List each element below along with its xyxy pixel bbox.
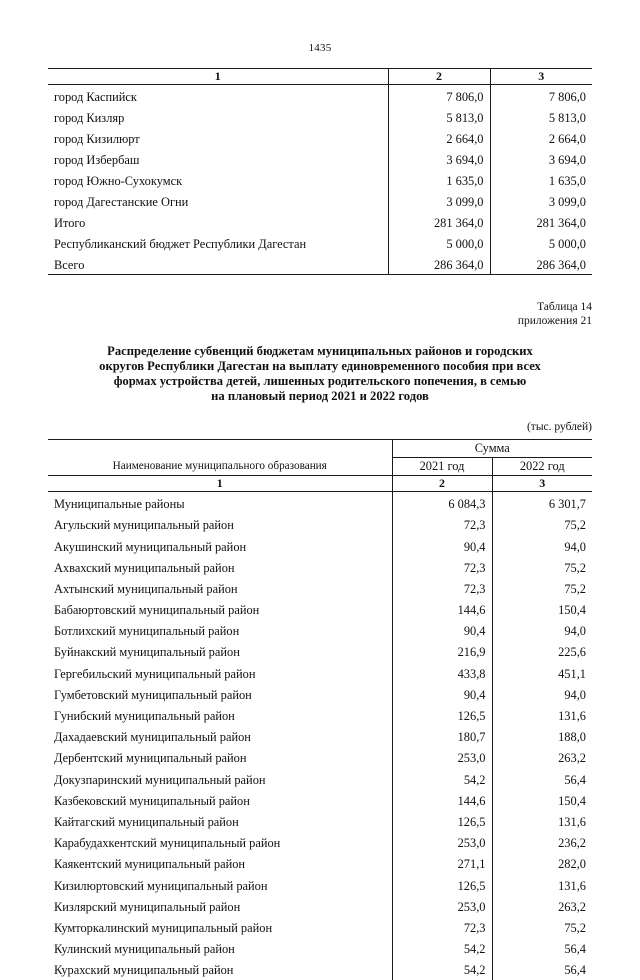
title-line-1: Распределение субвенций бюджетам муниципальных районов и городских (107, 344, 533, 359)
row-label: город Дагестанские Огни (54, 194, 189, 209)
table-row (48, 148, 592, 169)
table-row (48, 959, 592, 980)
row-label: Кизлярский муниципальный район (54, 899, 241, 914)
row-label: Кайтагский муниципальный район (54, 814, 239, 829)
row-value-2022: 3 694,0 (490, 148, 592, 169)
row-label: Докузпаринский муниципальный район (54, 772, 266, 787)
table-row (48, 853, 592, 874)
table-row (48, 127, 592, 148)
table-row (48, 725, 592, 746)
row-value-2021: 6 084,3 (392, 492, 492, 514)
table-row (48, 874, 592, 895)
table-row (48, 747, 592, 768)
row-value-2021: 144,6 (392, 598, 492, 619)
row-label: Казбековский муниципальный район (54, 793, 250, 808)
row-value-2021: 5 000,0 (388, 232, 490, 253)
row-value-2021: 216,9 (392, 641, 492, 662)
table-reference-line-1: Таблица 14 (537, 301, 592, 313)
table-body (48, 492, 592, 980)
table-row (48, 895, 592, 916)
col-number-2: 2 (392, 476, 492, 492)
row-value-2022: 236,2 (492, 831, 592, 852)
row-label: город Каспийск (54, 89, 137, 104)
table-row (48, 106, 592, 127)
row-label: Дербентский муниципальный район (54, 751, 247, 766)
row-label: город Южно-Сухокумск (54, 173, 183, 188)
row-label: Итого (54, 215, 86, 230)
row-value-2021: 144,6 (392, 789, 492, 810)
table-row (48, 190, 592, 211)
row-value-2022: 131,6 (492, 810, 592, 831)
row-label: Буйнакский муниципальный район (54, 645, 240, 660)
table-head (48, 69, 592, 85)
row-value-2022: 3 099,0 (490, 190, 592, 211)
row-value-2022: 75,2 (492, 577, 592, 598)
row-value-2021: 2 664,0 (388, 127, 490, 148)
table-row (48, 810, 592, 831)
row-label: Ботлихский муниципальный район (54, 624, 240, 639)
col-number-3: 3 (490, 69, 592, 85)
row-value-2022: 5 813,0 (490, 106, 592, 127)
row-value-2021: 7 806,0 (388, 85, 490, 107)
row-value-2022: 150,4 (492, 789, 592, 810)
row-label: Карабудахкентский муниципальный район (54, 836, 281, 851)
row-value-2022: 263,2 (492, 747, 592, 768)
col-number-1: 1 (48, 476, 392, 492)
row-value-2021: 180,7 (392, 725, 492, 746)
row-value-2021: 271,1 (392, 853, 492, 874)
table-row (48, 831, 592, 852)
table-row (48, 937, 592, 958)
row-label: Кумторкалинский муниципальный район (54, 920, 273, 935)
title-line-2: округов Республики Дагестан на выплату единовременного пособия при всех (99, 358, 541, 373)
row-value-2022: 225,6 (492, 641, 592, 662)
row-value-2022: 6 301,7 (492, 492, 592, 514)
table-row (48, 662, 592, 683)
column-number-row (48, 69, 592, 85)
header-row-group (48, 439, 592, 457)
header-sum-group: Сумма (392, 439, 592, 457)
row-value-2021: 72,3 (392, 514, 492, 535)
row-value-2021: 253,0 (392, 747, 492, 768)
row-value-2021: 90,4 (392, 535, 492, 556)
row-value-2021: 90,4 (392, 683, 492, 704)
row-value-2022: 94,0 (492, 683, 592, 704)
row-label: Республиканский бюджет Республики Дагестан (54, 236, 307, 251)
row-label: Гумбетовский муниципальный район (54, 687, 252, 702)
row-label: Акушинский муниципальный район (54, 539, 247, 554)
col-number-3: 3 (492, 476, 592, 492)
row-value-2021: 72,3 (392, 916, 492, 937)
row-label: Кулинский муниципальный район (54, 942, 235, 957)
table-reference-line-2: приложения 21 (517, 314, 592, 327)
row-value-2021: 72,3 (392, 577, 492, 598)
row-value-2021: 281 364,0 (388, 211, 490, 232)
table-row (48, 641, 592, 662)
row-value-2021: 54,2 (392, 768, 492, 789)
table-row (48, 577, 592, 598)
row-value-2021: 126,5 (392, 874, 492, 895)
table-row (48, 232, 592, 253)
header-name-column: Наименование муниципального образования (48, 439, 392, 476)
row-value-2022: 94,0 (492, 535, 592, 556)
row-value-2022: 2 664,0 (490, 127, 592, 148)
page-number: 1435 (308, 42, 332, 54)
row-value-2022: 56,4 (492, 959, 592, 980)
row-value-2022: 75,2 (492, 514, 592, 535)
row-value-2022: 131,6 (492, 704, 592, 725)
col-number-2: 2 (388, 69, 490, 85)
row-value-2021: 286 364,0 (388, 253, 490, 275)
row-value-2022: 94,0 (492, 620, 592, 641)
row-value-2021: 54,2 (392, 937, 492, 958)
title-line-3: формах устройства детей, лишенных родительского попечения, в семью (113, 373, 527, 388)
row-value-2022: 131,6 (492, 874, 592, 895)
table-row (48, 169, 592, 190)
row-value-2021: 5 813,0 (388, 106, 490, 127)
row-label: Ахвахский муниципальный район (54, 560, 235, 575)
row-value-2021: 253,0 (392, 831, 492, 852)
row-value-2022: 451,1 (492, 662, 592, 683)
row-label: город Кизляр (54, 110, 125, 125)
row-value-2022: 56,4 (492, 768, 592, 789)
table-row (48, 85, 592, 107)
table-row (48, 704, 592, 725)
row-value-2022: 7 806,0 (490, 85, 592, 107)
table-row (48, 683, 592, 704)
row-value-2022: 281 364,0 (490, 211, 592, 232)
row-value-2021: 90,4 (392, 620, 492, 641)
table-row (48, 789, 592, 810)
row-label: город Кизилюрт (54, 131, 140, 146)
row-label: Всего (48, 253, 388, 275)
table-row (48, 556, 592, 577)
row-label: Дахадаевский муниципальный район (54, 730, 251, 745)
document-page (0, 42, 640, 978)
row-label: Муниципальные районы (54, 497, 185, 512)
row-value-2021: 72,3 (392, 556, 492, 577)
subventions-distribution-table (48, 439, 592, 980)
title-line-4: на плановый период 2021 и 2022 годов (211, 388, 429, 403)
row-value-2022: 5 000,0 (490, 232, 592, 253)
table-row (48, 492, 592, 514)
table-body (48, 85, 592, 275)
row-label: Агульский муниципальный район (54, 518, 234, 533)
row-label: Бабаюртовский муниципальный район (54, 603, 260, 618)
row-value-2022: 263,2 (492, 895, 592, 916)
table-row (48, 598, 592, 619)
row-value-2021: 126,5 (392, 810, 492, 831)
row-label: город Избербаш (54, 152, 140, 167)
row-value-2022: 56,4 (492, 937, 592, 958)
page-title (76, 344, 564, 403)
header-year-2021: 2021 год (392, 457, 492, 475)
row-value-2021: 253,0 (392, 895, 492, 916)
row-label: Каякентский муниципальный район (54, 857, 246, 872)
row-value-2022: 1 635,0 (490, 169, 592, 190)
row-label: Гергебильский муниципальный район (54, 666, 256, 681)
column-number-row (48, 476, 592, 492)
row-value-2021: 433,8 (392, 662, 492, 683)
table-row (48, 535, 592, 556)
table-row (48, 514, 592, 535)
row-value-2022: 188,0 (492, 725, 592, 746)
row-label: Гунибский муниципальный район (54, 709, 235, 724)
col-number-1: 1 (48, 69, 388, 85)
table-head (48, 439, 592, 492)
table-row (48, 916, 592, 937)
row-value-2022: 75,2 (492, 556, 592, 577)
table-reference (48, 301, 592, 328)
table-row (48, 253, 592, 275)
budget-continuation-table (48, 68, 592, 275)
row-value-2021: 3 694,0 (388, 148, 490, 169)
units-label: (тыс. рублей) (526, 420, 592, 433)
table-row (48, 211, 592, 232)
row-label: Ахтынский муниципальный район (54, 581, 238, 596)
row-value-2021: 126,5 (392, 704, 492, 725)
row-value-2021: 54,2 (392, 959, 492, 980)
row-label: Курахский муниципальный район (54, 963, 234, 978)
header-year-2022: 2022 год (492, 457, 592, 475)
row-value-2022: 150,4 (492, 598, 592, 619)
table-row (48, 620, 592, 641)
row-value-2021: 3 099,0 (388, 190, 490, 211)
table-row (48, 768, 592, 789)
row-value-2021: 1 635,0 (388, 169, 490, 190)
row-value-2022: 282,0 (492, 853, 592, 874)
row-value-2022: 75,2 (492, 916, 592, 937)
row-label: Кизилюртовский муниципальный район (54, 878, 268, 893)
row-value-2022: 286 364,0 (490, 253, 592, 275)
